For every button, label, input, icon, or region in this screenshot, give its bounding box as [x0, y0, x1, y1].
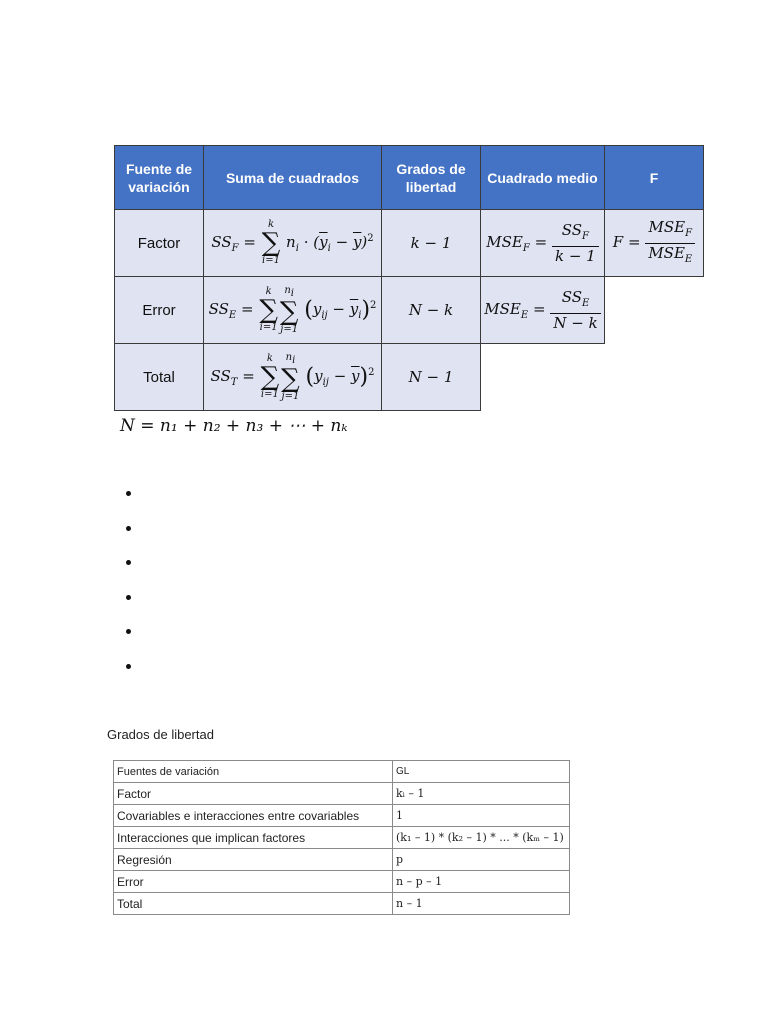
gl-header-fuentes: Fuentes de variación [114, 761, 393, 783]
row-label-error: Error [115, 277, 204, 344]
gl-header-gl: GL [393, 761, 570, 783]
bullet-dot-icon [126, 491, 131, 496]
anova-header-row [115, 146, 704, 210]
bullet-dot-icon [126, 664, 131, 669]
bullet-dot-icon [126, 560, 131, 565]
formula-mse-error: $MSE_E$ = $\frac{SS_E}{N - k}$ [481, 277, 605, 344]
formula-ss-error: $SS_E$ = k ∑ i=1 $n_i$ ∑ j=1 $(y_{ij} - \overline{y}_i)^2$ [204, 277, 382, 344]
formula-f: F = $\frac{MSE_F}{MSE_E}$ [605, 210, 704, 277]
empty-cell [481, 344, 605, 411]
header-grados [382, 146, 481, 210]
gl-total: N − 1 [382, 344, 481, 411]
formula-ss-total: $SS_T$ = k ∑ i=1 $n_i$ ∑ j=1 $(y_{ij} - \overline{y})^2$ [204, 344, 382, 411]
gl-table [113, 760, 570, 915]
gl-error: N − k [382, 277, 481, 344]
table-row [114, 783, 570, 805]
header-fuente-line1: Fuente de [125, 160, 193, 177]
gl-value: (k₁ – 1) * (k₂ – 1) * ... * (kₘ – 1) [393, 827, 570, 849]
header-cuadrado: Cuadrado medio [481, 146, 605, 210]
gl-source: Factor [114, 783, 393, 805]
table-row [114, 827, 570, 849]
table-row [114, 893, 570, 915]
gl-source: Total [114, 893, 393, 915]
gl-header-row [114, 761, 570, 783]
gl-value: p [393, 849, 570, 871]
anova-row-total [115, 344, 704, 411]
anova-row-error [115, 277, 704, 344]
anova-table [114, 145, 704, 411]
gl-source: Interacciones que implican factores [114, 827, 393, 849]
table-row [114, 849, 570, 871]
bullet-dot-icon [126, 629, 131, 634]
gl-factor: k − 1 [382, 210, 481, 277]
empty-cell [605, 277, 704, 344]
gl-source: Error [114, 871, 393, 893]
header-grados-line2: libertad [405, 178, 457, 195]
gl-section-title: Grados de libertad [107, 727, 214, 742]
header-fuente [115, 146, 204, 210]
empty-cell [605, 344, 704, 411]
bullet-dot-icon [126, 526, 131, 531]
bullet-dot-icon [126, 595, 131, 600]
anova-row-factor [115, 210, 704, 277]
header-f: F [605, 146, 704, 210]
formula-ss-factor: $SS_F$ = k ∑ i=1 $n_i \cdot (\overline{y}_i - \overline{y})^2$ [204, 210, 382, 277]
gl-source: Covariables e interacciones entre covariables [114, 805, 393, 827]
n-formula: N = n₁ + n₂ + n₃ + ⋯ + nₖ [120, 416, 348, 436]
header-fuente-line2: variación [128, 178, 190, 195]
gl-value: 1 [393, 805, 570, 827]
gl-value: kᵢ – 1 [393, 783, 570, 805]
table-row [114, 805, 570, 827]
header-grados-line1: Grados de [396, 160, 466, 177]
gl-value: n – 1 [393, 893, 570, 915]
table-row [114, 871, 570, 893]
row-label-total: Total [115, 344, 204, 411]
formula-mse-factor: $MSE_F$ = $\frac{SS_F}{k - 1}$ [481, 210, 605, 277]
gl-source: Regresión [114, 849, 393, 871]
header-suma: Suma de cuadrados [204, 146, 382, 210]
gl-value: n – p – 1 [393, 871, 570, 893]
row-label-factor: Factor [115, 210, 204, 277]
